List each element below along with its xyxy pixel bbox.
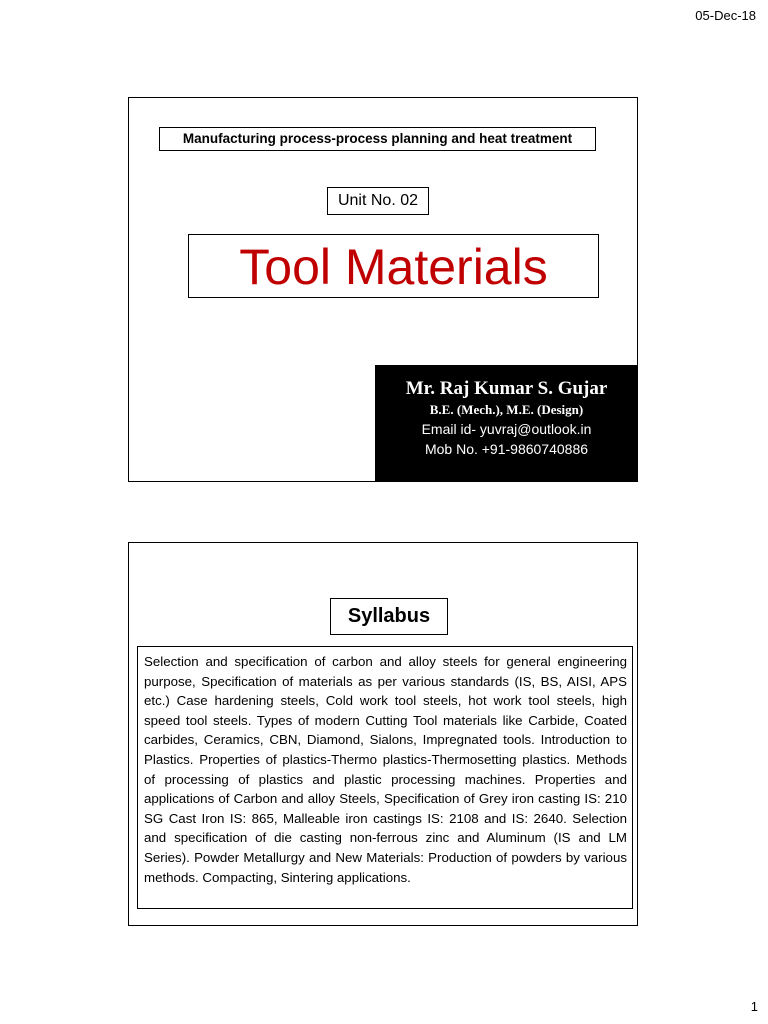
author-qualification: B.E. (Mech.), M.E. (Design) <box>429 402 584 417</box>
title-slide <box>128 97 638 482</box>
author-name: Mr. Raj Kumar S. Gujar <box>405 378 608 399</box>
course-title: Manufacturing process-process planning and heat treatment <box>159 127 596 151</box>
author-info <box>375 365 638 482</box>
author-mobile: Mob No. +91-9860740886 <box>424 441 589 457</box>
page-number: 1 <box>750 999 758 1014</box>
syllabus-slide <box>128 542 638 926</box>
unit-number: Unit No. 02 <box>327 187 429 215</box>
header-date: 05-Dec-18 <box>695 8 756 23</box>
slide-title: Tool Materials <box>188 234 599 298</box>
author-email: Email id- yuvraj@outlook.in <box>421 421 592 437</box>
syllabus-text: Selection and specification of carbon and alloy steels for general engineering purpose, Specification of materials as per various standards (IS, BS, AISI, APS etc.) Case hardening steels, Cold work tool steels, hot work tool steels, high speed tool steels. Types of modern Cutting Tool materials like Carbide, Coated carbides, Ceramics, CBN, Diamond, Sialons, Impregnated tools. Introduction to Plastics. Properties of plastics-Thermo plastics-Thermosetting plastics. Methods of processing of plastics and plastic processing machines. Properties and applications of Carbon and alloy Steels, Specification of Grey iron casting IS: 210 SG Cast Iron IS: 865, Malleable iron castings IS: 2108 and IS: 2640. Selection and specification of die casting non-ferrous zinc and Aluminum (IS and LM Series). Powder Metallurgy and New Materials: Production of powders by various methods. Compacting, Sintering applications. <box>137 646 633 909</box>
syllabus-heading: Syllabus <box>330 598 448 635</box>
